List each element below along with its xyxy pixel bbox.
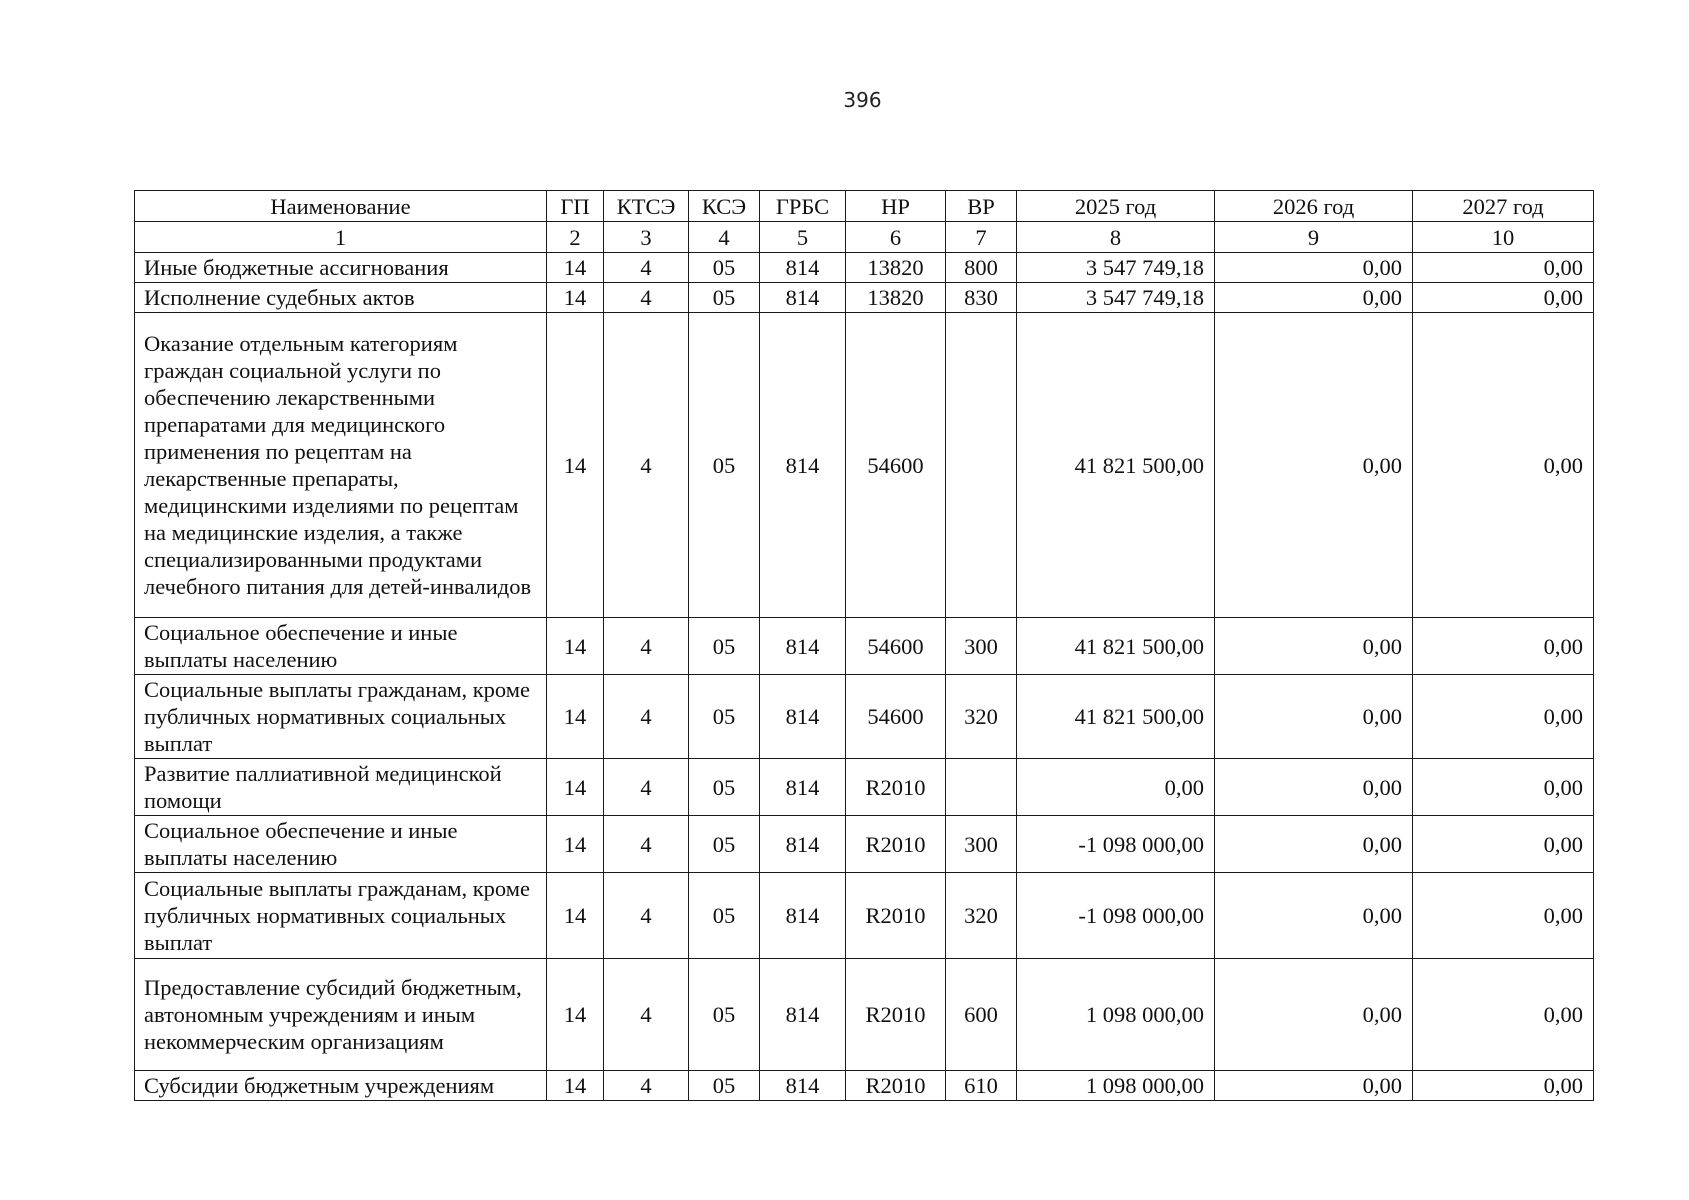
row-grbs: 814 xyxy=(760,283,846,313)
column-number: 2 xyxy=(547,222,604,253)
row-2026: 0,00 xyxy=(1215,873,1413,959)
header-grbs: ГРБС xyxy=(760,191,846,222)
row-2027: 0,00 xyxy=(1413,873,1594,959)
column-number: 9 xyxy=(1215,222,1413,253)
row-ktse: 4 xyxy=(604,313,689,618)
row-ktse: 4 xyxy=(604,618,689,675)
table-row xyxy=(135,283,1594,313)
header-ktse: КТСЭ xyxy=(604,191,689,222)
row-nr: R2010 xyxy=(846,1071,946,1101)
row-grbs: 814 xyxy=(760,618,846,675)
row-name: Исполнение судебных актов xyxy=(135,283,547,313)
row-2025: 3 547 749,18 xyxy=(1017,253,1215,283)
row-grbs: 814 xyxy=(760,313,846,618)
header-gp: ГП xyxy=(547,191,604,222)
table-row xyxy=(135,253,1594,283)
row-nr: R2010 xyxy=(846,816,946,873)
row-2027: 0,00 xyxy=(1413,1071,1594,1101)
row-grbs: 814 xyxy=(760,675,846,759)
row-ktse: 4 xyxy=(604,675,689,759)
header-kse: КСЭ xyxy=(689,191,760,222)
table-row xyxy=(135,816,1594,873)
row-2025: 1 098 000,00 xyxy=(1017,959,1215,1071)
row-gp: 14 xyxy=(547,959,604,1071)
row-nr: 54600 xyxy=(846,675,946,759)
row-kse: 05 xyxy=(689,959,760,1071)
row-2026: 0,00 xyxy=(1215,618,1413,675)
table-row xyxy=(135,959,1594,1071)
row-vr: 320 xyxy=(946,675,1017,759)
row-name: Субсидии бюджетным учреждениям xyxy=(135,1071,547,1101)
header-vr: ВР xyxy=(946,191,1017,222)
row-kse: 05 xyxy=(689,1071,760,1101)
row-gp: 14 xyxy=(547,253,604,283)
row-vr: 320 xyxy=(946,873,1017,959)
row-2027: 0,00 xyxy=(1413,253,1594,283)
row-2025: 41 821 500,00 xyxy=(1017,618,1215,675)
row-grbs: 814 xyxy=(760,959,846,1071)
row-kse: 05 xyxy=(689,618,760,675)
row-2027: 0,00 xyxy=(1413,759,1594,816)
row-name: Иные бюджетные ассигнования xyxy=(135,253,547,283)
row-nr: 54600 xyxy=(846,618,946,675)
row-name: Оказание отдельным категориям граждан социальной услуги по обеспечению лекарственными препаратами для медицинского применения по рецептам на лекарственные препараты, медицинскими изделиями по рецептам на медицинские изделия, а также специализированными продуктами лечебного питания для детей-инвалидов xyxy=(135,313,547,618)
column-number: 6 xyxy=(846,222,946,253)
table-row xyxy=(135,1071,1594,1101)
table-row xyxy=(135,759,1594,816)
row-2025: 1 098 000,00 xyxy=(1017,1071,1215,1101)
row-gp: 14 xyxy=(547,283,604,313)
row-kse: 05 xyxy=(689,283,760,313)
row-ktse: 4 xyxy=(604,759,689,816)
row-name: Социальные выплаты гражданам, кроме публичных нормативных социальных выплат xyxy=(135,873,547,959)
row-2026: 0,00 xyxy=(1215,675,1413,759)
row-2026: 0,00 xyxy=(1215,759,1413,816)
row-grbs: 814 xyxy=(760,816,846,873)
row-vr: 830 xyxy=(946,283,1017,313)
page-number: 396 xyxy=(843,88,882,112)
row-grbs: 814 xyxy=(760,1071,846,1101)
row-gp: 14 xyxy=(547,313,604,618)
row-nr: R2010 xyxy=(846,873,946,959)
header-2025: 2025 год xyxy=(1017,191,1215,222)
row-2025: -1 098 000,00 xyxy=(1017,873,1215,959)
row-vr: 600 xyxy=(946,959,1017,1071)
row-2027: 0,00 xyxy=(1413,959,1594,1071)
row-2025: -1 098 000,00 xyxy=(1017,816,1215,873)
row-name: Социальные выплаты гражданам, кроме публичных нормативных социальных выплат xyxy=(135,675,547,759)
row-grbs: 814 xyxy=(760,253,846,283)
row-vr: 300 xyxy=(946,618,1017,675)
column-number-row xyxy=(135,222,1594,253)
row-gp: 14 xyxy=(547,759,604,816)
table-row xyxy=(135,675,1594,759)
column-number: 1 xyxy=(135,222,547,253)
row-vr: 610 xyxy=(946,1071,1017,1101)
row-vr xyxy=(946,759,1017,816)
row-2027: 0,00 xyxy=(1413,618,1594,675)
row-2027: 0,00 xyxy=(1413,313,1594,618)
table-row xyxy=(135,618,1594,675)
column-number: 8 xyxy=(1017,222,1215,253)
row-ktse: 4 xyxy=(604,873,689,959)
row-nr: R2010 xyxy=(846,959,946,1071)
column-number: 3 xyxy=(604,222,689,253)
row-gp: 14 xyxy=(547,1071,604,1101)
row-ktse: 4 xyxy=(604,1071,689,1101)
row-2025: 41 821 500,00 xyxy=(1017,675,1215,759)
row-2026: 0,00 xyxy=(1215,1071,1413,1101)
row-grbs: 814 xyxy=(760,759,846,816)
row-2025: 0,00 xyxy=(1017,759,1215,816)
row-ktse: 4 xyxy=(604,816,689,873)
row-name: Социальное обеспечение и иные выплаты населению xyxy=(135,618,547,675)
row-gp: 14 xyxy=(547,873,604,959)
row-kse: 05 xyxy=(689,816,760,873)
row-gp: 14 xyxy=(547,618,604,675)
column-number: 5 xyxy=(760,222,846,253)
column-number: 4 xyxy=(689,222,760,253)
header-row xyxy=(135,191,1594,222)
row-nr: 13820 xyxy=(846,283,946,313)
row-ktse: 4 xyxy=(604,253,689,283)
table-row xyxy=(135,873,1594,959)
row-kse: 05 xyxy=(689,759,760,816)
row-vr xyxy=(946,313,1017,618)
row-nr: 13820 xyxy=(846,253,946,283)
row-2027: 0,00 xyxy=(1413,816,1594,873)
budget-table xyxy=(134,190,1594,1101)
row-2025: 41 821 500,00 xyxy=(1017,313,1215,618)
row-2026: 0,00 xyxy=(1215,253,1413,283)
table-row xyxy=(135,313,1594,618)
row-2027: 0,00 xyxy=(1413,283,1594,313)
row-vr: 800 xyxy=(946,253,1017,283)
row-kse: 05 xyxy=(689,873,760,959)
row-nr: R2010 xyxy=(846,759,946,816)
row-gp: 14 xyxy=(547,675,604,759)
table-body xyxy=(135,253,1594,1101)
column-number: 10 xyxy=(1413,222,1594,253)
row-kse: 05 xyxy=(689,675,760,759)
row-ktse: 4 xyxy=(604,959,689,1071)
row-2026: 0,00 xyxy=(1215,283,1413,313)
row-2026: 0,00 xyxy=(1215,313,1413,618)
header-2026: 2026 год xyxy=(1215,191,1413,222)
header-name: Наименование xyxy=(135,191,547,222)
row-kse: 05 xyxy=(689,253,760,283)
column-number: 7 xyxy=(946,222,1017,253)
row-2025: 3 547 749,18 xyxy=(1017,283,1215,313)
header-2027: 2027 год xyxy=(1413,191,1594,222)
row-name: Предоставление субсидий бюджетным, автономным учреждениям и иным некоммерческим организациям xyxy=(135,959,547,1071)
row-2026: 0,00 xyxy=(1215,816,1413,873)
row-kse: 05 xyxy=(689,313,760,618)
row-name: Социальное обеспечение и иные выплаты населению xyxy=(135,816,547,873)
row-grbs: 814 xyxy=(760,873,846,959)
row-nr: 54600 xyxy=(846,313,946,618)
header-nr: НР xyxy=(846,191,946,222)
row-ktse: 4 xyxy=(604,283,689,313)
row-name: Развитие паллиативной медицинской помощи xyxy=(135,759,547,816)
row-gp: 14 xyxy=(547,816,604,873)
row-2027: 0,00 xyxy=(1413,675,1594,759)
row-2026: 0,00 xyxy=(1215,959,1413,1071)
row-vr: 300 xyxy=(946,816,1017,873)
